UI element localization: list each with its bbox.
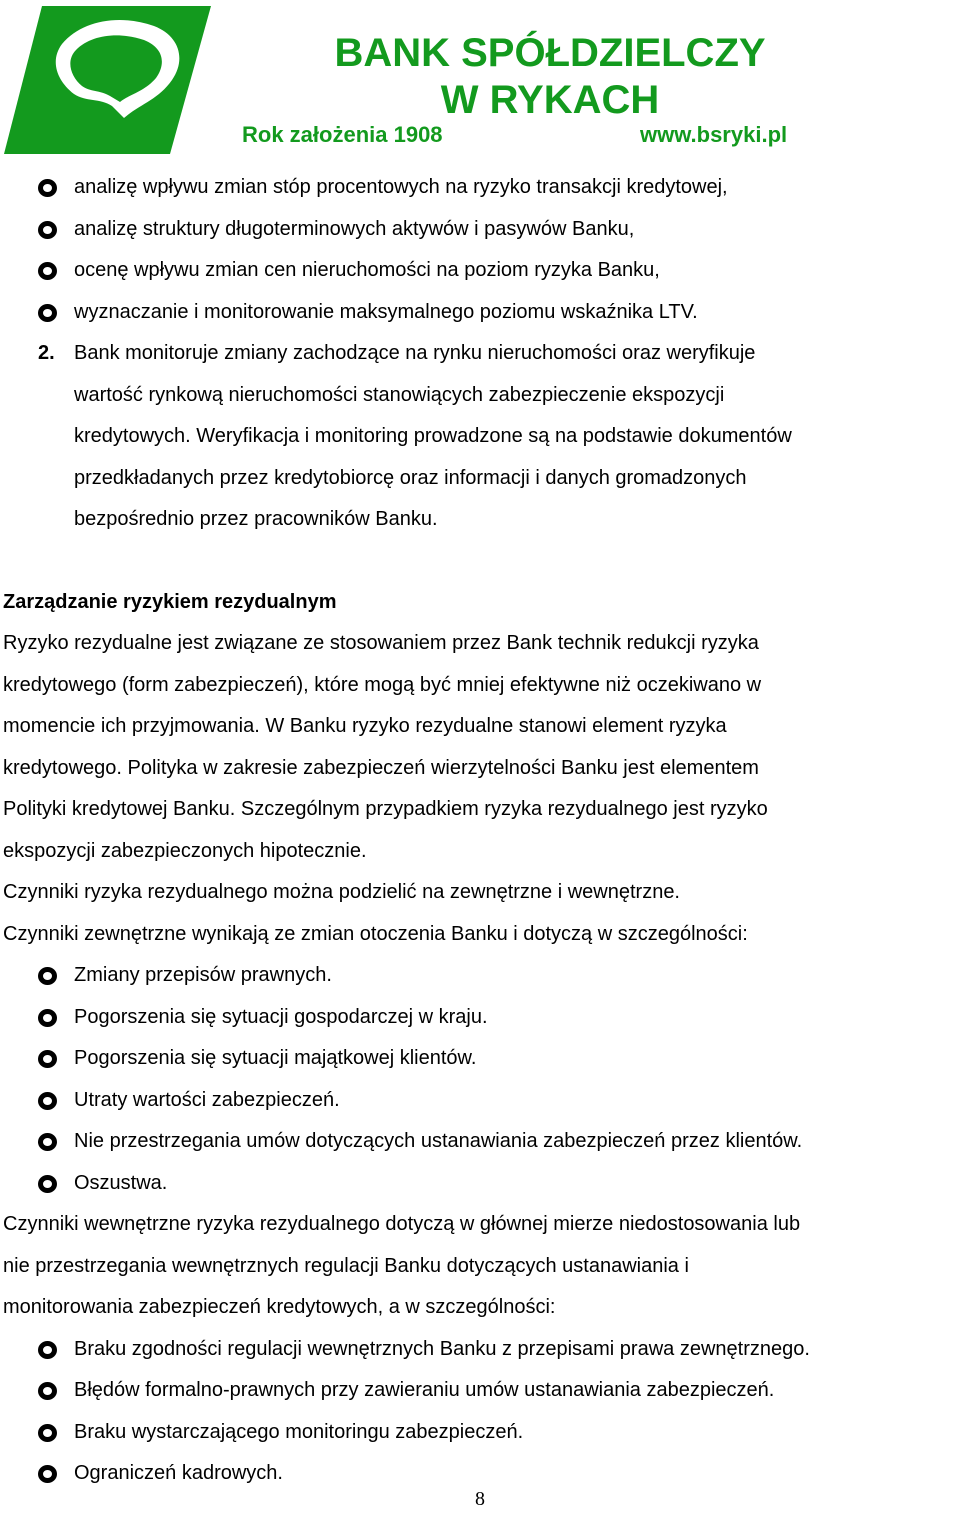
ring-bullet-icon	[38, 221, 57, 239]
numbered-item-2	[0, 333, 960, 541]
list-item: analizę wpływu zmian stóp procentowych na ryzyko transakcji kredytowej,	[0, 167, 960, 209]
list-item: Oszustwa.	[0, 1163, 960, 1205]
paragraph-factors: Czynniki ryzyka rezydualnego można podzielić na zewnętrzne i wewnętrzne.	[3, 881, 680, 903]
spacer	[0, 541, 960, 582]
text-line: ekspozycji zabezpieczonych hipotecznie.	[3, 839, 367, 862]
text-line: momencie ich przyjmowania. W Banku ryzyko rezydualne stanowi element ryzyka	[3, 715, 727, 737]
text-line: Czynniki wewnętrzne ryzyka rezydualnego dotyczą w głównej mierze niedostosowania lub	[3, 1213, 801, 1235]
document-body	[0, 167, 960, 1495]
list-item: wyznaczanie i monitorowanie maksymalnego poziomu wskaźnika LTV.	[0, 292, 960, 334]
list-item: Zmiany przepisów prawnych.	[0, 955, 960, 997]
ring-bullet-icon	[38, 1133, 57, 1151]
ring-bullet-icon	[38, 1382, 57, 1400]
ring-bullet-icon	[38, 1175, 57, 1193]
section-heading: Zarządzanie ryzykiem rezydualnym	[3, 590, 337, 613]
text-line: kredytowego (form zabezpieczeń), które mogą być mniej efektywne niż oczekiwano w	[3, 673, 762, 696]
list-item: Pogorszenia się sytuacji majątkowej klientów.	[0, 1038, 960, 1080]
ring-bullet-icon	[38, 967, 57, 985]
paragraph-external-factors: Czynniki zewnętrzne wynikają ze zmian otoczenia Banku i dotyczą w szczególności:	[3, 922, 748, 945]
text-line: wartość rynkową nieruchomości stanowiących zabezpieczenie ekspozycji	[74, 383, 725, 406]
ring-bullet-icon	[38, 1465, 57, 1483]
paragraph-residual-risk	[0, 623, 960, 872]
page-number: 8	[475, 1488, 485, 1510]
text-line: monitorowania zabezpieczeń kredytowych, a w szczególności:	[3, 1296, 556, 1318]
ring-bullet-icon	[38, 179, 57, 197]
founded-year: Rok założenia 1908	[242, 122, 443, 147]
list-item: Błędów formalno-prawnych przy zawieraniu umów ustanawiania zabezpieczeń.	[0, 1370, 960, 1412]
text-line: kredytowych. Weryfikacja i monitoring prowadzone są na podstawie dokumentów	[74, 425, 792, 447]
text-line: nie przestrzegania wewnętrznych regulacji Banku dotyczących ustanawiania i	[3, 1254, 689, 1277]
text-line: Ryzyko rezydualne jest związane ze stosowaniem przez Bank technik redukcji ryzyka	[3, 632, 759, 654]
ring-bullet-icon	[38, 262, 57, 280]
list-item: Ograniczeń kadrowych.	[0, 1453, 960, 1495]
website-link[interactable]: www.bsryki.pl	[640, 122, 788, 147]
list-item: Braku wystarczającego monitoringu zabezpieczeń.	[0, 1412, 960, 1454]
ring-bullet-icon	[38, 1050, 57, 1068]
text-line: Polityki kredytowej Banku. Szczególnym przypadkiem ryzyka rezydualnego jest ryzyko	[3, 798, 768, 820]
list-item: ocenę wpływu zmian cen nieruchomości na poziom ryzyka Banku,	[0, 250, 960, 292]
list-item: Nie przestrzegania umów dotyczących ustanawiania zabezpieczeń przez klientów.	[0, 1121, 960, 1163]
text-line: bezpośrednio przez pracowników Banku.	[74, 508, 438, 530]
bank-logo-icon	[4, 6, 211, 154]
bank-name-line1: BANK SPÓŁDZIELCZY	[334, 31, 766, 75]
text-line: Bank monitoruje zmiany zachodzące na rynku nieruchomości oraz weryfikuje	[74, 342, 756, 364]
paragraph-internal-factors	[0, 1204, 960, 1329]
item-number: 2.	[38, 342, 55, 364]
ring-bullet-icon	[38, 304, 57, 322]
list-item: Utraty wartości zabezpieczeń.	[0, 1080, 960, 1122]
list-item: Braku zgodności regulacji wewnętrznych Banku z przepisami prawa zewnętrznego.	[0, 1329, 960, 1371]
list-item: analizę struktury długoterminowych aktywów i pasywów Banku,	[0, 209, 960, 251]
ring-bullet-icon	[38, 1009, 57, 1027]
ring-bullet-icon	[38, 1341, 57, 1359]
text-line: kredytowego. Polityka w zakresie zabezpieczeń wierzytelności Banku jest elementem	[3, 756, 759, 779]
text-line: przedkładanych przez kredytobiorcę oraz informacji i danych gromadzonych	[74, 466, 747, 489]
bank-name-line2: W RYKACH	[440, 78, 660, 122]
ring-bullet-icon	[38, 1092, 57, 1110]
list-item: Pogorszenia się sytuacji gospodarczej w kraju.	[0, 997, 960, 1039]
ring-bullet-icon	[38, 1424, 57, 1442]
